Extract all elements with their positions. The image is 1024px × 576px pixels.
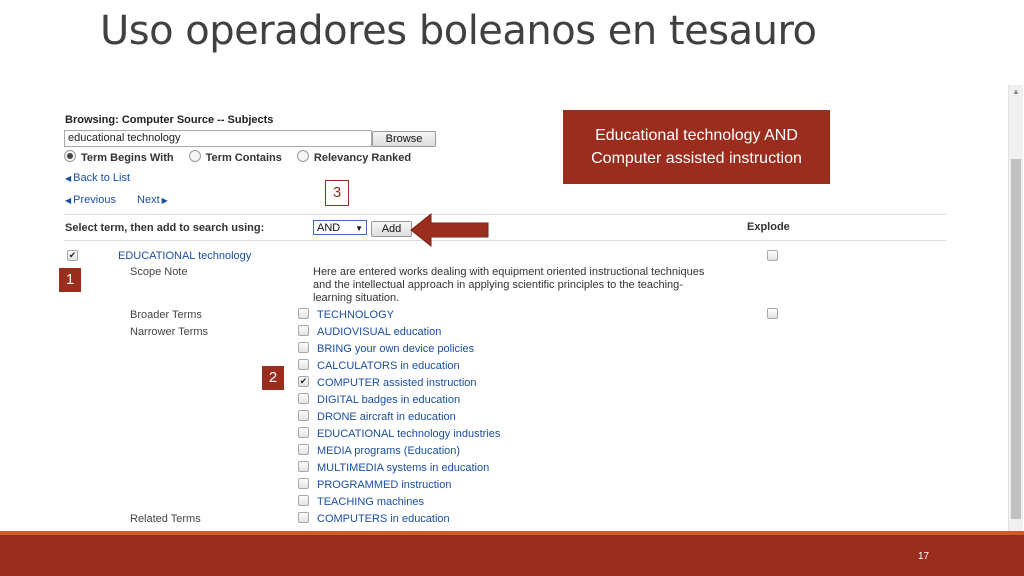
- term-link[interactable]: EDUCATIONAL technology industries: [317, 428, 501, 440]
- triangle-right-icon: ▶: [161, 196, 168, 205]
- select-term-label: Select term, then add to search using:: [65, 222, 265, 234]
- term-link[interactable]: BRING your own device policies: [317, 343, 475, 355]
- term-checkbox[interactable]: [298, 410, 309, 421]
- triangle-left-icon: ◀: [65, 174, 72, 183]
- pagination: [65, 194, 168, 206]
- term-checkbox[interactable]: [298, 461, 309, 472]
- term-link[interactable]: COMPUTER assisted instruction: [317, 377, 477, 389]
- term-checkbox[interactable]: [298, 512, 309, 523]
- radio-selected-icon[interactable]: [64, 150, 76, 162]
- term-link[interactable]: DIGITAL badges in education: [317, 394, 461, 406]
- chevron-down-icon: ▼: [355, 224, 363, 233]
- next-link[interactable]: Next ▶: [137, 194, 168, 206]
- main-term-link[interactable]: EDUCATIONAL technology: [118, 250, 252, 262]
- add-button[interactable]: Add: [371, 221, 412, 237]
- scroll-up-icon[interactable]: ▲: [1012, 87, 1020, 96]
- marker-3: 3: [325, 180, 349, 206]
- explode-checkbox[interactable]: [767, 250, 778, 261]
- radio-term-contains[interactable]: Term Contains: [189, 152, 282, 164]
- boolean-operator-select[interactable]: AND ▼: [313, 220, 367, 235]
- term-link[interactable]: MEDIA programs (Education): [317, 445, 461, 457]
- term-checkbox[interactable]: [298, 427, 309, 438]
- term-link[interactable]: CALCULATORS in education: [317, 360, 460, 372]
- term-link[interactable]: PROGRAMMED instruction: [317, 479, 452, 491]
- footer-bar: [0, 535, 1024, 576]
- term-link[interactable]: TECHNOLOGY: [317, 309, 395, 321]
- term-checkbox[interactable]: [298, 393, 309, 404]
- term-link[interactable]: TEACHING machines: [317, 496, 424, 508]
- term-checkbox[interactable]: [298, 308, 309, 319]
- term-checkbox-checked[interactable]: ✔: [299, 376, 308, 386]
- boolean-callout: Educational technology AND Computer assisted instruction: [563, 110, 830, 184]
- term-checkbox[interactable]: [298, 478, 309, 489]
- scope-note-text: Here are entered works dealing with equipment oriented instructional techniques and the intellectual approach in applying scientific principles to the teaching-learning situation.: [313, 266, 705, 304]
- arrow-left-icon: [410, 212, 490, 248]
- triangle-left-icon: ◀: [65, 196, 72, 205]
- term-link[interactable]: AUDIOVISUAL education: [317, 326, 442, 338]
- term-checkbox[interactable]: [298, 325, 309, 336]
- divider: [64, 214, 946, 215]
- main-term-checkbox[interactable]: ✔: [68, 250, 77, 260]
- scrollbar-thumb[interactable]: [1011, 159, 1021, 519]
- radio-relevancy-ranked[interactable]: Relevancy Ranked: [297, 152, 411, 164]
- term-link[interactable]: MULTIMEDIA systems in education: [317, 462, 490, 474]
- page-number: 17: [918, 551, 930, 562]
- term-checkbox[interactable]: [298, 359, 309, 370]
- radio-term-begins-with[interactable]: Term Begins With: [64, 152, 174, 164]
- scrollbar[interactable]: [1008, 85, 1023, 532]
- broader-terms-label: Broader Terms: [130, 309, 202, 321]
- term-checkbox[interactable]: [298, 495, 309, 506]
- related-terms-label: Related Terms: [130, 513, 201, 525]
- term-link[interactable]: DRONE aircraft in education: [317, 411, 456, 423]
- marker-1: 1: [59, 268, 81, 292]
- explode-header: Explode: [747, 221, 790, 233]
- marker-2: 2: [262, 366, 284, 390]
- term-checkbox[interactable]: [298, 342, 309, 353]
- radio-icon[interactable]: [189, 150, 201, 162]
- explode-checkbox[interactable]: [767, 308, 778, 319]
- term-link[interactable]: COMPUTERS in education: [317, 513, 450, 525]
- radio-icon[interactable]: [297, 150, 309, 162]
- slide-title: Uso operadores boleanos en tesauro: [100, 8, 817, 54]
- browse-button[interactable]: Browse: [372, 131, 436, 147]
- search-input[interactable]: educational technology: [64, 130, 372, 147]
- browsing-label: Browsing: Computer Source -- Subjects: [65, 114, 274, 126]
- narrower-terms-label: Narrower Terms: [130, 326, 209, 338]
- scope-note-label: Scope Note: [130, 266, 188, 278]
- search-mode-radios: [64, 150, 423, 164]
- term-checkbox[interactable]: [298, 444, 309, 455]
- back-to-list-link[interactable]: ◀ Back to List: [65, 172, 131, 184]
- previous-link[interactable]: ◀ Previous: [65, 194, 116, 206]
- divider: [64, 240, 946, 241]
